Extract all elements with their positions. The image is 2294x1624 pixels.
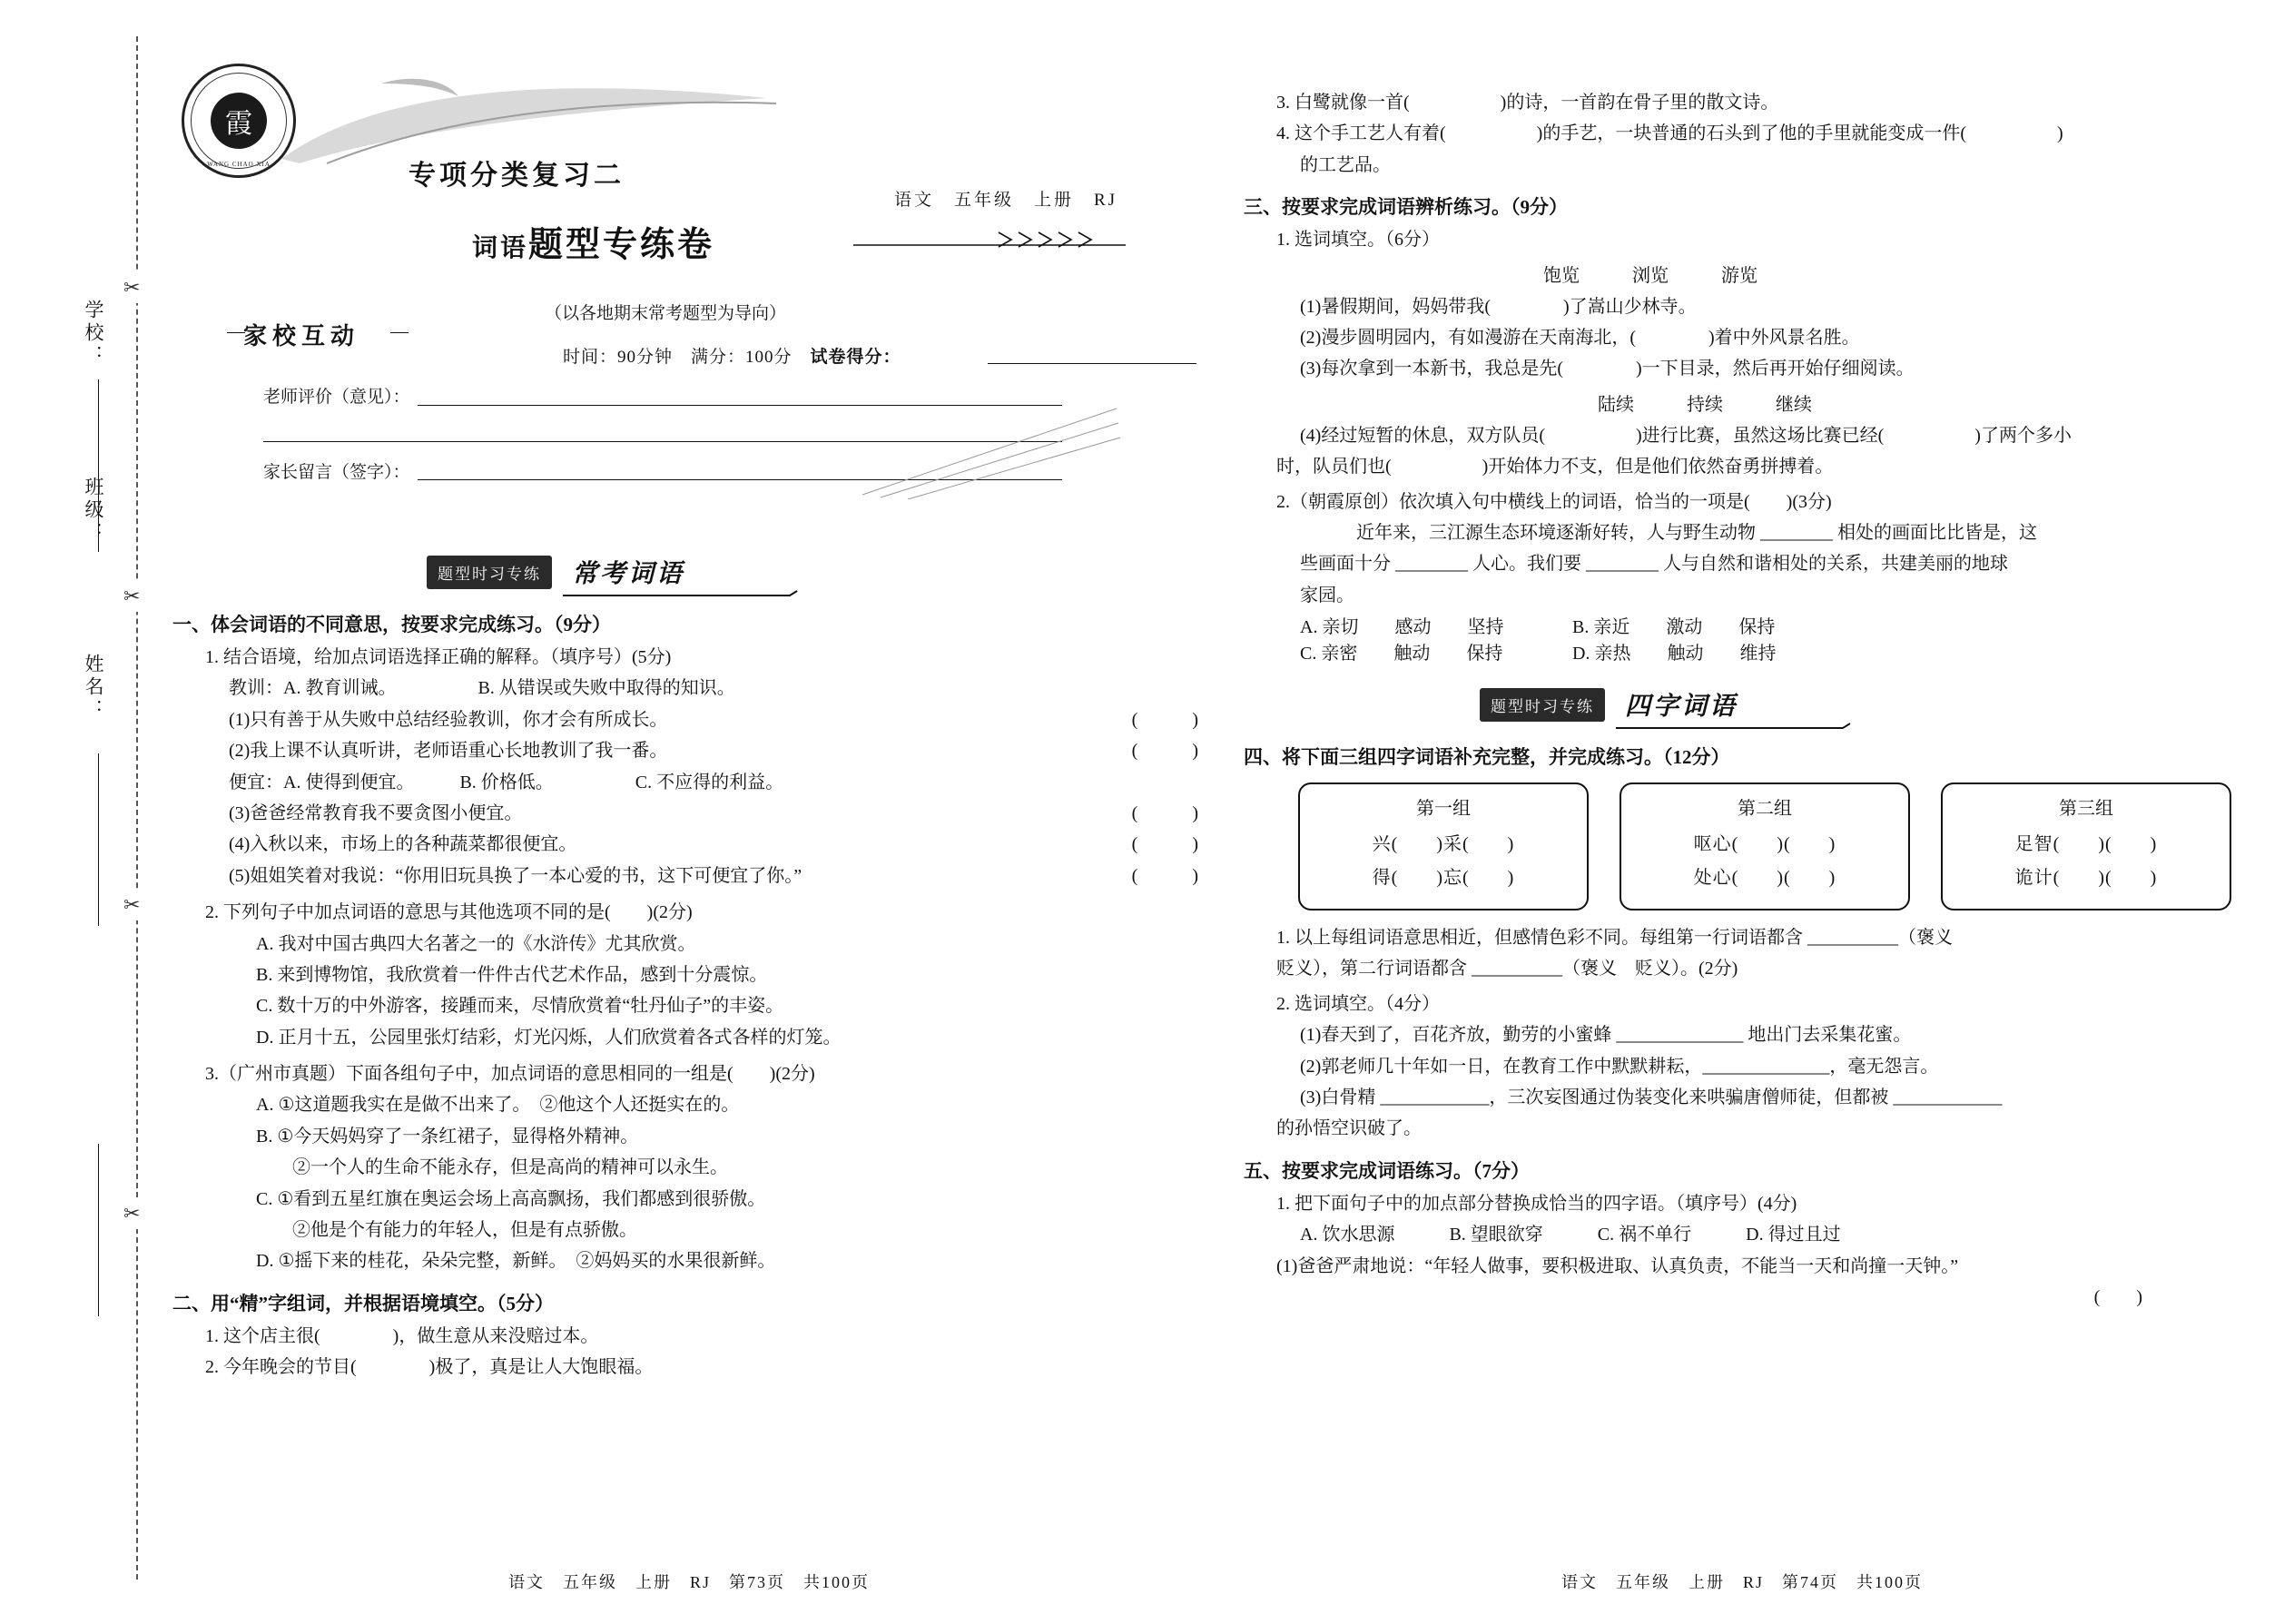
- page-subtitle-bold: 词语: [472, 234, 529, 262]
- group-box: [1298, 782, 1589, 910]
- word-bank-item: 继续: [1776, 394, 1812, 415]
- tag-underline-decoration: [1616, 723, 1852, 730]
- left-column: [172, 536, 1198, 1384]
- word-bank-1: [1543, 261, 2251, 287]
- section-5-heading: 五、按要求完成词语练习。（7分）: [1244, 1159, 1530, 1182]
- guide-note: （以各地期末常考题型为导向）: [545, 304, 787, 323]
- name-field-line: [98, 1144, 99, 1316]
- answer-paren[interactable]: ( ): [1131, 802, 1198, 823]
- section-1-q1-defs: 教训：A. 教育训诫。 B. 从错误或失败中取得的知识。: [229, 678, 735, 699]
- footer-right: 语文 五年级 上册 RJ 第74页 共100页: [1561, 1573, 1924, 1591]
- corner-lines-decoration: [853, 390, 1126, 499]
- option-item: D. 正月十五，公园里张灯结彩，灯光闪烁，人们欣赏着各式各样的灯笼。: [256, 1027, 842, 1048]
- question-item: [229, 830, 1198, 859]
- time-score-text: 时间：90分钟 满分：100分: [563, 348, 811, 367]
- seal-character: 霞: [211, 93, 267, 149]
- question-item: [229, 705, 1198, 734]
- option-item: C. ①看到五星红旗在奥运会场上高高飘扬，我们都感到很骄傲。: [256, 1188, 766, 1209]
- question-item: 3. 白鹭就像一首( )的诗，一首韵在骨子里的散文诗。: [1276, 93, 1779, 113]
- option-item: D. ①摇下来的桂花，朵朵完整，新鲜。 ②妈妈买的水果很新鲜。: [256, 1251, 776, 1272]
- word-bank-2: [1598, 389, 2251, 416]
- option-row: [1300, 638, 2251, 664]
- group-line[interactable]: 兴( )采( ): [1372, 834, 1515, 855]
- question-text: (5)姐姐笑着对我说：“你用旧玩具换了一本心爱的书，这下可便宜了你。”: [229, 865, 802, 886]
- question-item-continued: 的孙悟空识破了。: [1276, 1118, 1422, 1139]
- section-4-q1-line: 1. 以上每组词语意思相近，但感情色彩不同。每组第一行词语都含 __________（褒义: [1276, 928, 1953, 949]
- option-item: ②他是个有能力的年轻人，但是有点骄傲。: [256, 1220, 637, 1241]
- scissors-icon: ✂: [123, 272, 140, 303]
- section-5-q1: 1. 把下面句子中的加点部分替换成恰当的四字语。（填序号）(4分): [1276, 1193, 1797, 1214]
- class-field-label: 班级：: [83, 477, 104, 545]
- option-row: [1300, 612, 2251, 638]
- word-bank-item: 饱览: [1543, 265, 1580, 286]
- section-tag-four-char-words: [1244, 688, 2251, 730]
- question-text: (2)我上课不认真听讲，老师语重心长地教训了我一番。: [229, 741, 668, 762]
- seal-subtext: WANG CHAO XIA: [207, 161, 271, 168]
- question-item: (3)白骨精 ____________，三次妄图通过伪装变化来哄骗唐僧师徒，但都被 ____________: [1300, 1088, 2003, 1108]
- question-item: 2. 今年晚会的节目( )极了，真是让人大饱眼福。: [205, 1357, 654, 1378]
- section-4-q1-line: 贬义），第二行词语都含 __________（褒义 贬义）。(2分): [1276, 959, 1738, 979]
- teacher-comment-label: 老师评价（意见）：: [263, 388, 410, 407]
- section-1-heading: 一、体会词语的不同意思，按要求完成练习。（9分）: [172, 614, 611, 635]
- option-item: A. 我对中国古典四大名著之一的《水浒传》尤其欣赏。: [256, 933, 696, 954]
- page-subtitle-rest: 题型专练卷: [528, 226, 715, 264]
- passage-line: 些画面十分 ________ 人心。我们要 ________ 人与自然和谐相处的关系，共建美丽的地球: [1300, 554, 2008, 575]
- passage-line: 家园。: [1300, 585, 1354, 605]
- section-3-heading: 三、按要求完成词语辨析练习。（9分）: [1244, 196, 1568, 219]
- answer-paren[interactable]: ( ): [1131, 834, 1198, 855]
- school-field-line: [98, 379, 99, 552]
- group-box: [1941, 782, 2231, 910]
- word-bank-item: 持续: [1687, 394, 1723, 415]
- tag-underline-decoration: [563, 590, 799, 597]
- time-and-score: [563, 343, 901, 368]
- section-tag-badge: 题型时习专练: [427, 556, 552, 589]
- question-item-continued: 的工艺品。: [1300, 154, 1391, 175]
- section-2-heading: 二、用“精”字组词，并根据语境填空。（5分）: [172, 1292, 554, 1314]
- option-item: A. ①这道题我实在是做不出来了。 ②他这个人还挺实在的。: [256, 1095, 740, 1116]
- student-fields: [80, 300, 134, 831]
- question-text: (4)入秋以来，市场上的各种蔬菜都很便宜。: [229, 834, 577, 855]
- answer-paren[interactable]: ( ): [1131, 741, 1198, 762]
- scissors-icon: ✂: [123, 1198, 140, 1229]
- option-item: B. ①今天妈妈穿了一条红裙子，显得格外精神。: [256, 1126, 639, 1147]
- group-line[interactable]: 呕心( )( ): [1693, 834, 1836, 855]
- score-label: 试卷得分：: [810, 348, 901, 367]
- option-item: A. 亲切 感动 坚持: [1300, 617, 1504, 638]
- question-item: (3)每次拿到一本新书，我总是先( )一下目录，然后再开始仔细阅读。: [1300, 359, 1915, 379]
- option-row: A. 饮水思源 B. 望眼欲穿 C. 祸不单行 D. 得过且过: [1300, 1225, 1841, 1245]
- question-text: (1)只有善于从失败中总结经验教训，你才会有所成长。: [229, 709, 668, 730]
- group-title: 第二组: [1738, 799, 1792, 820]
- question-item: 1. 这个店主很( )，做生意从来没赔过本。: [205, 1325, 599, 1346]
- word-bank-item: 浏览: [1632, 265, 1669, 286]
- answer-paren[interactable]: ( ): [2093, 1286, 2142, 1307]
- question-item: (1)春天到了，百花齐放，勤劳的小蜜蜂 ______________ 地出门去采集花蜜。: [1300, 1025, 1912, 1046]
- question-item: [229, 736, 1198, 765]
- page-subtitle: [472, 216, 714, 266]
- group-title: 第一组: [1416, 799, 1471, 820]
- group-line[interactable]: 足智( )( ): [2014, 834, 2158, 855]
- group-box: [1620, 782, 1910, 910]
- option-item: ②一个人的生命不能永存，但是高尚的精神可以永生。: [256, 1157, 728, 1178]
- option-item: B. 来到博物馆，我欣赏着一件件古代艺术作品，感到十分震惊。: [256, 964, 768, 985]
- word-bank-item: 游览: [1721, 265, 1757, 286]
- question-item: (2)漫步圆明园内，有如漫游在天南海北，( )着中外风景名胜。: [1300, 327, 1860, 348]
- section-tag-name: 四字词语: [1625, 693, 1738, 722]
- question-item: (1)暑假期间，妈妈带我( )了嵩山少林寺。: [1300, 296, 1697, 317]
- group-line[interactable]: 诡计( )( ): [2014, 868, 2158, 889]
- section-tag-common-words: [172, 556, 1198, 597]
- option-item: D. 亲热 触动 维持: [1572, 644, 1777, 664]
- answer-paren[interactable]: ( ): [1131, 865, 1198, 886]
- page-title: 专项分类复习二: [409, 161, 625, 191]
- question-item: (1)爸爸严肃地说：“年轻人做事，要积极进取、认真负责，不能当一天和尚撞一天钟。”: [1276, 1255, 1959, 1276]
- section-1-q2: 2. 下列句子中加点词语的意思与其他选项不同的是( )(2分): [205, 902, 693, 923]
- passage-line: 近年来，三江源生态环境逐渐好转，人与野生动物 ________ 相处的画面比比皆是，这: [1356, 522, 2037, 543]
- question-item: (4)经过短暂的休息，双方队员( )进行比赛，虽然这场比赛已经( )了两个多小: [1300, 425, 2072, 446]
- score-input-line[interactable]: [988, 343, 1196, 364]
- option-item: C. 亲密 触动 保持: [1300, 644, 1503, 664]
- four-char-groups: [1298, 782, 2251, 910]
- option-item: B. 亲近 激动 保持: [1572, 617, 1776, 638]
- section-1-q3: 3.（广州市真题）下面各组句子中，加点词语的意思相同的一组是( )(2分): [205, 1064, 815, 1085]
- section-4-heading: 四、将下面三组四字词语补充完整，并完成练习。（12分）: [1244, 746, 1730, 769]
- question-item: 4. 这个手工艺人有着( )的手艺，一块普通的石头到了他的手里就能变成一件( ): [1276, 123, 2063, 144]
- scissors-icon: ✂: [123, 581, 140, 612]
- binding-dashed-line: [136, 36, 138, 1580]
- question-item: [229, 799, 1198, 828]
- section-tag-badge: 题型时习专练: [1480, 688, 1605, 722]
- ribbon-decoration: [853, 227, 1126, 251]
- question-item: (2)郭老师几十年如一日，在教育工作中默默耕耘，______________，毫无怨言。: [1300, 1056, 1939, 1077]
- section-tag-name: 常考词语: [572, 560, 685, 588]
- question-item-continued: 时，队员们也( )开始体力不支，但是他们依然奋勇拼搏着。: [1276, 457, 1834, 477]
- home-school-interaction-title: 家校互动: [243, 323, 360, 349]
- school-field-label: 学校：: [83, 300, 104, 368]
- subject-info: 语文 五年级 上册 RJ: [894, 191, 1118, 210]
- question-text: (3)爸爸经常教育我不要贪图小便宜。: [229, 802, 523, 823]
- section-1-q1: 1. 结合语境，给加点词语选择正确的解释。（填序号）(5分): [205, 647, 672, 667]
- option-item: C. 数十万的中外游客，接踵而来，尽情欣赏着“牡丹仙子”的丰姿。: [256, 996, 784, 1017]
- question-item: [229, 861, 1198, 891]
- footer-left: 语文 五年级 上册 RJ 第73页 共100页: [508, 1573, 871, 1591]
- name-field-label: 姓名：: [83, 654, 104, 722]
- section-3-q1: 1. 选词填空。（6分）: [1276, 230, 1440, 251]
- section-1-q1-defs2: 便宜：A. 使得到便宜。 B. 价格低。 C. 不应得的利益。: [229, 772, 784, 792]
- word-bank-item: 陆续: [1598, 394, 1634, 415]
- answer-paren[interactable]: ( ): [1131, 709, 1198, 730]
- group-title: 第三组: [2059, 799, 2113, 820]
- section-3-q2: 2.（朝霞原创）依次填入句中横线上的词语，恰当的一项是( )(3分): [1276, 491, 1832, 512]
- group-line[interactable]: 处心( )( ): [1693, 868, 1836, 889]
- parent-comment-label: 家长留言（签字）：: [263, 463, 410, 482]
- right-column: [1244, 86, 2251, 1314]
- scissors-icon: ✂: [123, 890, 140, 920]
- class-field-line: [98, 753, 99, 926]
- section-4-q2: 2. 选词填空。（4分）: [1276, 993, 1440, 1014]
- group-line[interactable]: 得( )忘( ): [1372, 868, 1515, 889]
